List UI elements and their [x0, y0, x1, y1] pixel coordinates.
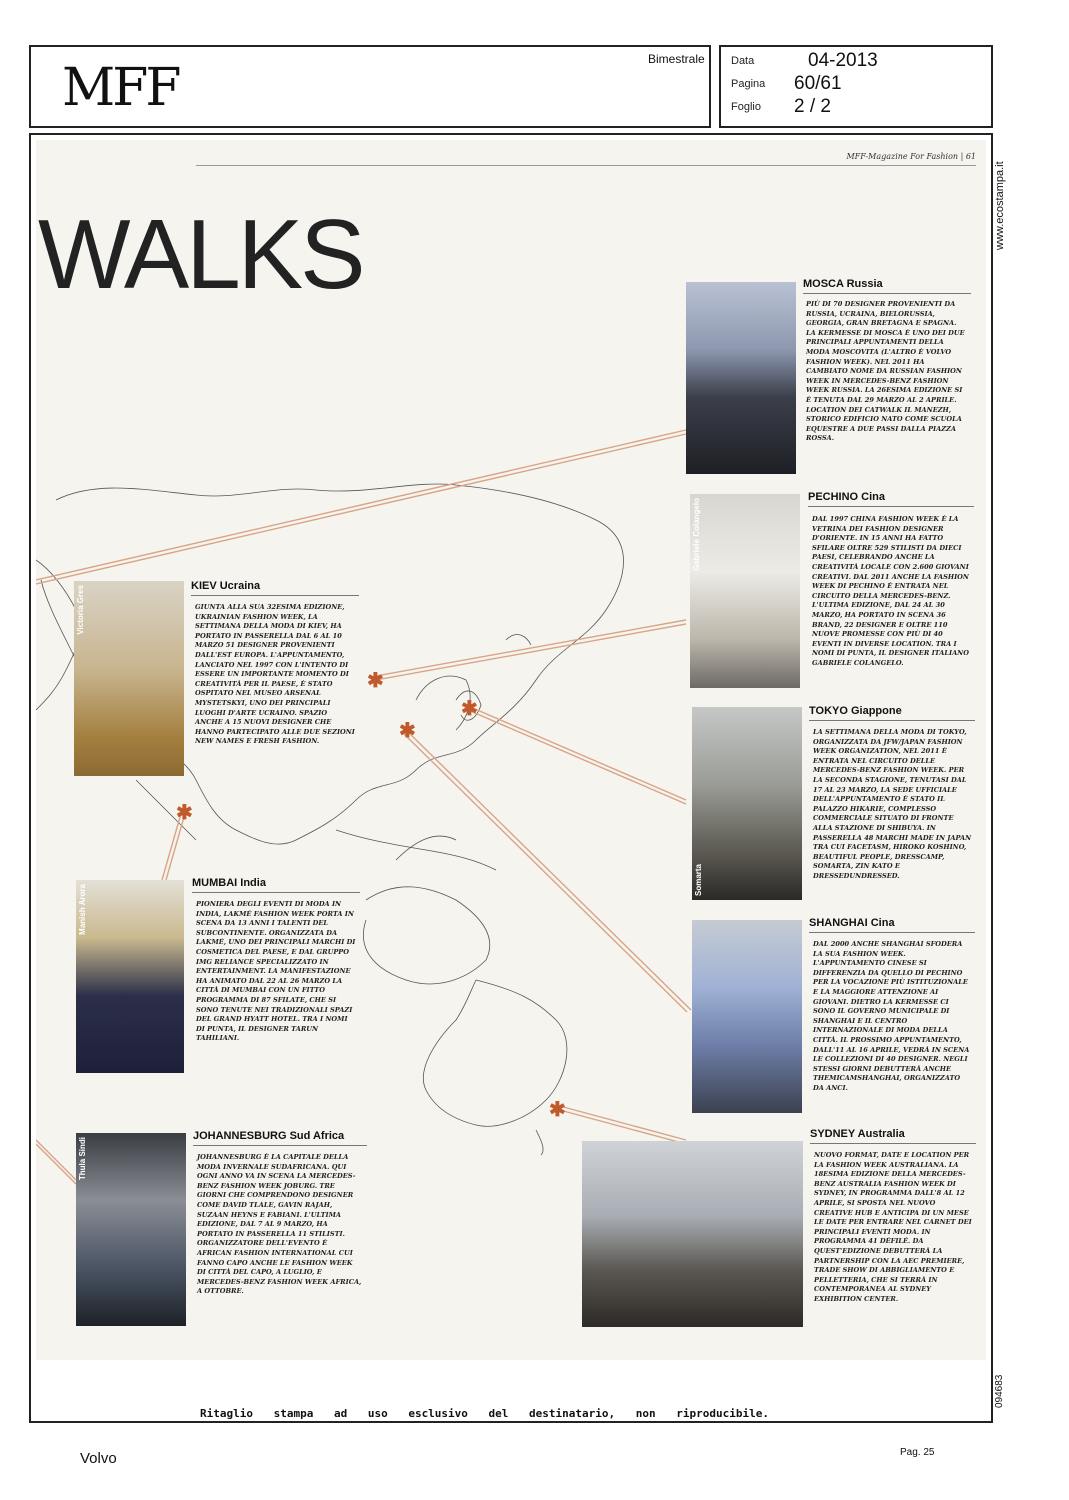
running-head-rule — [196, 165, 976, 166]
city-rule-shanghai — [809, 932, 975, 933]
city-rule-sydney — [810, 1143, 976, 1144]
city-title-johannesburg: JOHANNESBURG Sud Africa — [193, 1130, 345, 1142]
sheet-value: 2 / 2 — [794, 96, 831, 117]
text-mosca: PIÙ DI 70 DESIGNER PROVENIENTI DA RUSSIA, UCRAINA, BIELORUSSIA, GEORGIA, GRAN BRETAGNA E SPAGNA. LA KERMESSE DI MOSCA È UNO DEI DUE PRINCIPALI APPUNTAMENTI DELLA MODA MOSCOVITA (L'ALTRO È VOLVO FASHION WEEK). NEL 2011 HA CAMBIATO NOME DA RUSSIAN FASHION WEEK IN MERCEDES-BENZ FASHION WEEK RUSSIA. LA 26ESIMA EDIZIONE SI È TENUTA DAL 29 MARZO AL 2 APRILE. LOCATION DEI CATWALK IL MANEZH, STORICO EDIFICIO NATO COME SCUOLA EQUESTRE A DUE PASSI DALLA PIAZZA ROSSA. — [806, 300, 965, 443]
photo-pechino — [690, 494, 800, 688]
photo-shanghai — [692, 920, 802, 1113]
article-title: WALKS — [38, 199, 363, 309]
sheet-label: Foglio — [731, 101, 761, 113]
text-shanghai: DAL 2000 ANCHE SHANGHAI SFODERA LA SUA FASHION WEEK. L'APPUNTAMENTO CINESE SI DIFFERENZIA DA QUELLO DI PECHINO PER LA VOCAZIONE PIÙ ISTITUZIONALE E LA MAGGIORE ATTENZIONE AI GIOVANI. DIETRO LA KERMESSE CI SONO IL GOVERNO MUNICIPALE DI SHANGHAI E IL CENTRO INTERNAZIONALE DI MODA DELLA CITTÀ. IL PROSSIMO APPUNTAMENTO, DALL'11 AL 16 APRILE, VEDRÀ IN SCENA LE COLLEZIONI DI 40 DESIGNER. NEGLI STESSI GIORNI DEBUTTERÀ ANCHE THEMICAMSHANGHAI, ORGANIZZATO DA ANCI. — [813, 940, 970, 1092]
frequency-label: Bimestrale — [648, 52, 705, 66]
city-rule-mosca — [803, 293, 971, 294]
city-title-mosca: MOSCA Russia — [803, 278, 883, 290]
photo-mosca — [686, 282, 796, 474]
marker-shanghai: ✱ — [399, 720, 416, 742]
text-tokyo: LA SETTIMANA DELLA MODA DI TOKYO, ORGANIZZATA DA JFW/JAPAN FASHION WEEK ORGANIZATION, NEL 2011 È ENTRATA NEL CIRCUITO DELLE MERCEDES-BENZ FASHION WEEK. PER LA SECONDA STAGIONE, TENUTASI DAL 17 AL 23 MARZO, LA SEDE UFFICIALE DELL'APPUNTAMENTO È STATO IL PALAZZO HIKARIE, COMPLESSO COMMERCIALE SITUATO DI FRONTE ALLA STAZIONE DI SHIBUYA. IN PASSERELLA 48 MARCHI MADE IN JAPAN TRA CUI FACETASM, HIROKO KOSHINO, BEAUTIFUL PEOPLE, DRESSCAMP, SOMARTA, ZIN KATO E DRESSEDUNDRESSED. — [813, 728, 972, 880]
text-sydney: NUOVO FORMAT, DATE E LOCATION PER LA FASHION WEEK AUSTRALIANA. LA 18ESIMA EDIZIONE DELLA MERCEDES-BENZ AUSTRALIA FASHION WEEK DI SYDNEY, IN PROGRAMMA DALL'8 AL 12 APRILE, SI SPOSTA NEL NUOVO CREATIVE HUB E ANTICIPA DI UN MESE LE DATE PER ENTRARE NEL CARNET DEI PRINCIPALI EVENTI MODA. IN PROGRAMMA 41 DÉFILÉ. DA QUEST'EDIZIONE DEBUTTERÀ LA PARTNERSHIP CON LA AEC PREMIERE, TRADE SHOW DI ABBIGLIAMENTO E PELLETTERIA, CHE SI TERRÀ IN CONTEMPORANEA AL SYDNEY EXHIBITION CENTER. — [814, 1151, 972, 1303]
client-brand: Volvo — [80, 1450, 117, 1467]
clipping-notice: Ritaglio stampa ad uso esclusivo del destinatario, non riproducibile. — [200, 1407, 769, 1420]
document-code: 094683 — [994, 1374, 1005, 1408]
photo-tokyo — [692, 707, 802, 900]
date-value: 04-2013 — [808, 50, 878, 71]
city-rule-johannesburg — [193, 1145, 367, 1146]
photo-johannesburg — [76, 1133, 186, 1326]
city-title-shanghai: SHANGHAI Cina — [809, 917, 895, 929]
page-value: 60/61 — [794, 73, 842, 94]
page-label: Pagina — [731, 78, 766, 90]
marker-kiev: ✱ — [367, 670, 384, 692]
credit-johannesburg: Thula Sindi — [78, 1137, 87, 1181]
city-title-tokyo: TOKYO Giappone — [809, 705, 902, 717]
city-rule-tokyo — [809, 720, 975, 721]
masthead-logo: MFF — [62, 58, 179, 118]
credit-mumbai: Manish Arora — [78, 884, 87, 935]
photo-kiev — [74, 581, 184, 776]
date-label: Data — [731, 55, 755, 67]
city-title-kiev: KIEV Ucraina — [191, 580, 261, 592]
city-title-pechino: PECHINO Cina — [808, 491, 886, 503]
page-number: Pag. 25 — [900, 1447, 935, 1458]
source-url: www.ecostampa.it — [994, 161, 1006, 250]
text-johannesburg: JOHANNESBURG È LA CAPITALE DELLA MODA INVERNALE SUDAFRICANA. QUI OGNI ANNO VA IN SCENA LA MERCEDES-BENZ FASHION WEEK JOBURG. TRE GIORNI CHE COMPRENDONO DESIGNER COME DAVID TLALE, GAVIN RAJAH, SUZAAN HEYNS E FABIANI. L'ULTIMA EDIZIONE, DAL 7 AL 9 MARZO, HA PORTATO IN PASSERELLA 11 STILISTI. ORGANIZZATORE DELL'EVENTO È AFRICAN FASHION INTERNATIONAL CUI FANNO CAPO ANCHE LE FASHION WEEK DI CITTÀ DEL CAPO, A LUGLIO, E MERCEDES-BENZ FASHION WEEK AFRICA, A OTTOBRE. — [197, 1153, 362, 1296]
marker-sydney: ✱ — [549, 1099, 566, 1121]
credit-pechino: Gabriele Colangelo — [692, 498, 701, 571]
text-pechino: DAL 1997 CHINA FASHION WEEK È LA VETRINA DEI FASHION DESIGNER D'ORIENTE. IN 15 ANNI HA FATTO SFILARE OLTRE 529 STILISTI DA DIECI PAESI, CELEBRANDO ANCHE LA CREATIVITÀ LOCALE CON 2.600 GIOVANI CREATIVI. DAL 2011 ANCHE LA FASHION WEEK DI PECHINO È ENTRATA NEL CIRCUITO DELLA MERCEDES-BENZ. L'ULTIMA EDIZIONE, DAL 24 AL 30 MARZO, HA PORTATO IN SCENA 36 BRAND, 22 DESIGNER E OLTRE 110 NUOVE PROMESSE CON PIÙ DI 40 EVENTI IN DIVERSE LOCATION. TRA I NOMI DI PUNTA, IL DESIGNER ITALIANO GABRIELE COLANGELO. — [812, 515, 969, 667]
marker-mumbai: ✱ — [176, 802, 193, 824]
running-head: MFF-Magazine For Fashion | 61 — [846, 152, 976, 161]
credit-kiev: Victoria Gres — [76, 585, 85, 635]
city-title-mumbai: MUMBAI India — [192, 877, 266, 889]
photo-sydney — [582, 1141, 803, 1327]
marker-tokyo: ✱ — [461, 698, 478, 720]
text-kiev: GIUNTA ALLA SUA 32ESIMA EDIZIONE, UKRAINIAN FASHION WEEK, LA SETTIMANA DELLA MODA DI KIEV, HA PORTATO IN PASSERELLA DAL 6 AL 10 MARZO 51 DESIGNER PROVENIENTI DALL'EST EUROPA. L'APPUNTAMENTO, LANCIATO NEL 1997 CON L'INTENTO DI ESSERE UN IMPORTANTE MOMENTO DI CREATIVITÀ PER IL PAESE, È STATO OSPITATO NEL MUSEO ARSENAL MYSTETSKYI, UNO DEI PRINCIPALI LUOGHI D'ARTE UCRAINO. SPAZIO ANCHE A 15 NUOVI DESIGNER CHE HANNO PARTECIPATO ALLE DUE SEZIONI NEW NAMES E FRESH FASHION. — [195, 603, 355, 746]
city-title-sydney: SYDNEY Australia — [810, 1128, 905, 1140]
city-rule-kiev — [191, 595, 359, 596]
photo-mumbai — [76, 880, 184, 1073]
city-rule-pechino — [808, 506, 974, 507]
credit-tokyo: Somarta — [694, 863, 703, 896]
text-mumbai: PIONIERA DEGLI EVENTI DI MODA IN INDIA, LAKMÉ FASHION WEEK PORTA IN SCENA DA 13 ANNI I TALENTI DEL SUBCONTINENTE. ORGANIZZATA DA LAKMÉ, UNO DEI PRINCIPALI MARCHI DI COSMETICA DEL PAESE, E DAL GRUPPO IMG RELIANCE SPECIALIZZATO IN ENTERTAINMENT. LA MANIFESTAZIONE HA ANIMATO DAL 22 AL 26 MARZO LA CITTÀ DI MUMBAI CON UN FITTO PROGRAMMA DI 87 SFILATE, CHE SI SONO TENUTE NEI TRADIZIONALI SPAZI DEL GRAND HYATT HOTEL. TRA I NOMI DI PUNTA, IL DESIGNER TARUN TAHILIANI. — [196, 900, 356, 1043]
city-rule-mumbai — [192, 892, 360, 893]
